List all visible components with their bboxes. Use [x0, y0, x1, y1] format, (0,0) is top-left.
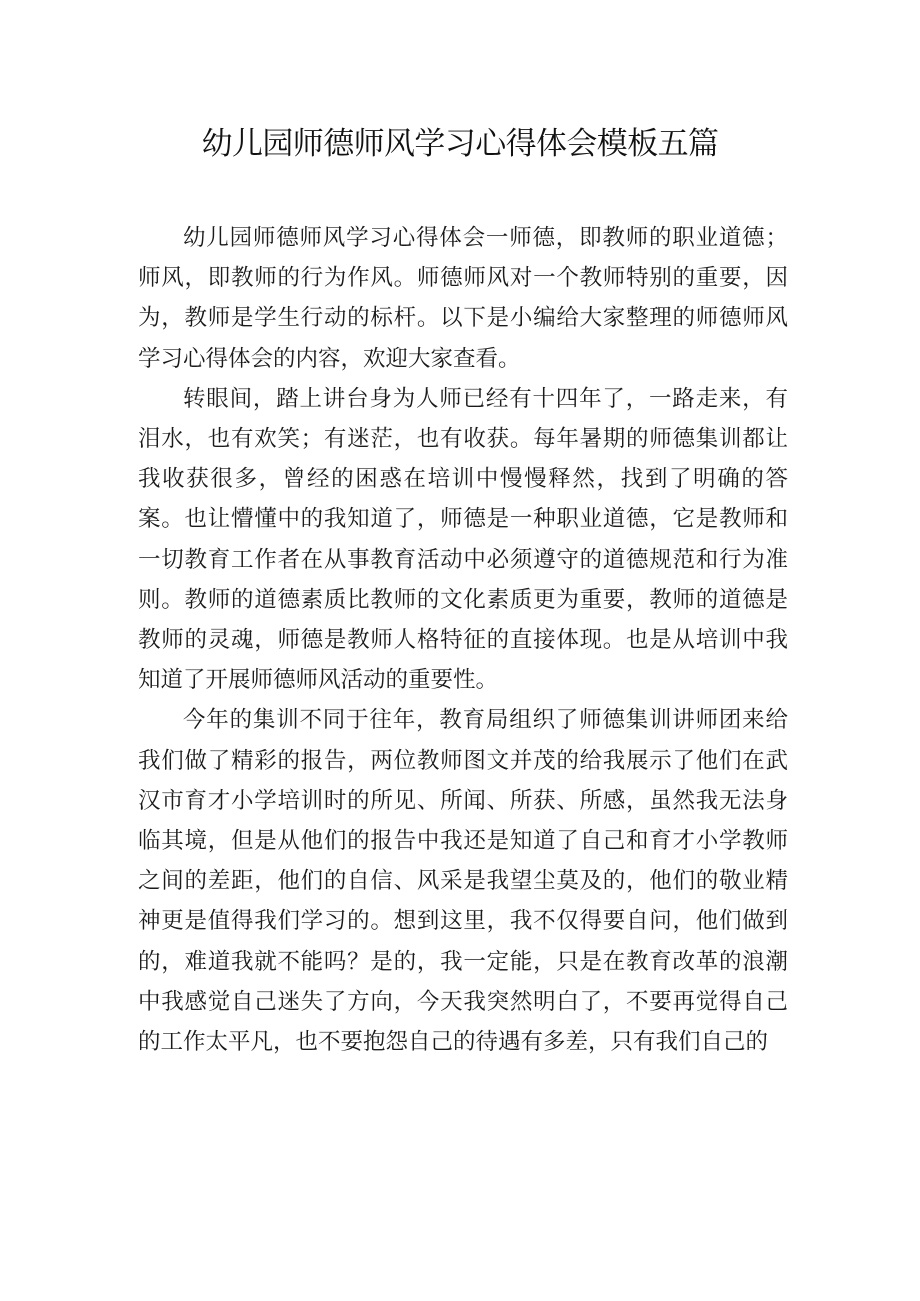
paragraph-intro: 幼儿园师德师风学习心得体会一师德，即教师的职业道德；师风，即教师的行为作风。师德师风对一个教师特别的重要，因为，教师是学生行动的标杆。以下是小编给大家整理的师德师风学习心得体会的内容，欢迎大家查看。 [138, 225, 788, 372]
paragraph-reflection: 转眼间，踏上讲台身为人师已经有十四年了，一路走来，有泪水，也有欢笑；有迷茫，也有收获。每年暑期的师德集训都让我收获很多，曾经的困惑在培训中慢慢释然，找到了明确的答案。也让懵懂中的我知道了，师德是一种职业道德，它是教师和一切教育工作者在从事教育活动中必须遵守的道德规范和行为准则。教师的道德素质比教师的文化素质更为重要，教师的道德是教师的灵魂，师德是教师人格特征的直接体现。也是从培训中我知道了开展师德师风活动的重要性。 [138, 385, 788, 694]
paragraph-training: 今年的集训不同于往年，教育局组织了师德集训讲师团来给我们做了精彩的报告，两位教师图文并茂的给我展示了他们在武汉市育才小学培训时的所见、所闻、所获、所感，虽然我无法身临其境，但是从他们的报告中我还是知道了自己和育才小学教师之间的差距，他们的自信、风采是我望尘莫及的，他们的敬业精神更是值得我们学习的。想到这里，我不仅得要自问，他们做到的，难道我就不能吗？是的，我一定能，只是在教育改革的浪潮中我感觉自己迷失了方向，今天我突然明白了，不要再觉得自己的工作太平凡，也不要抱怨自己的待遇有多差，只有我们自己的 [138, 707, 788, 1056]
document-body [138, 218, 788, 1062]
document-title: 幼儿园师德师风学习心得体会模板五篇 [201, 126, 719, 162]
